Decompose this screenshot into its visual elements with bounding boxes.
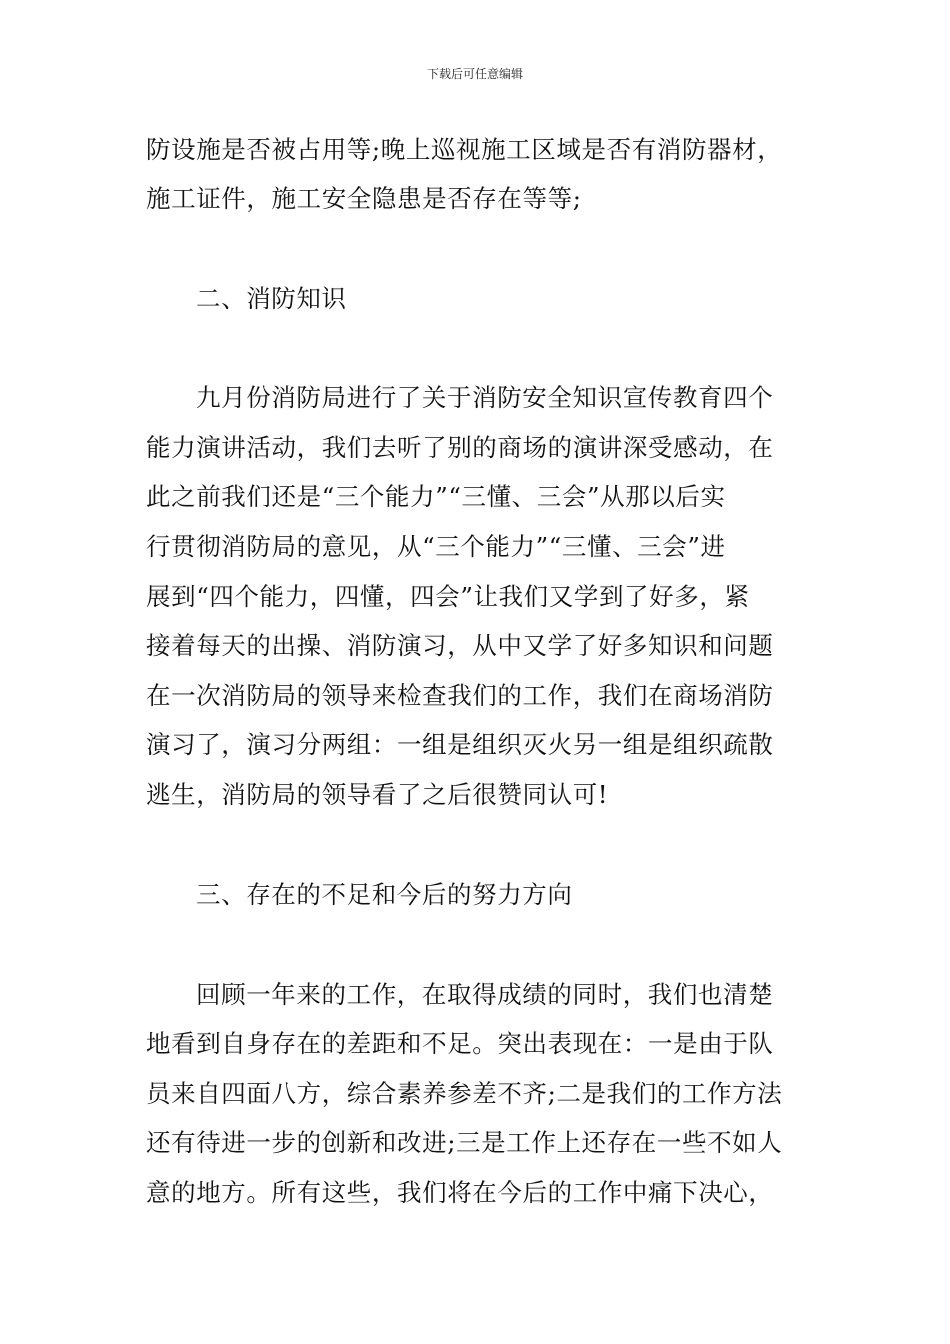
section-heading-shortcomings: 三、存在的不足和今后的努力方向 — [196, 880, 573, 909]
text-line: 地看到自身存在的差距和不足。突出表现在：一是由于队 — [146, 1029, 774, 1058]
text-line: 行贯彻消防局的意见，从“三个能力”“三懂、三会”进 — [146, 532, 726, 561]
text-line: 接着每天的出操、消防演习，从中又学了好多知识和问题 — [146, 631, 774, 660]
section-heading-fire-knowledge: 二、消防知识 — [196, 284, 347, 313]
text-line: 在一次消防局的领导来检查我们的工作，我们在商场消防 — [146, 681, 774, 710]
text-line: 施工证件，施工安全隐患是否存在等等; — [146, 184, 582, 213]
text-line: 九月份消防局进行了关于消防安全知识宣传教育四个 — [196, 383, 774, 412]
text-line: 意的地方。所有这些，我们将在今后的工作中痛下决心， — [146, 1178, 774, 1207]
text-line: 能力演讲活动，我们去听了别的商场的演讲深受感动，在 — [146, 433, 774, 462]
text-line: 演习了，演习分两组：一组是组织灭火另一组是组织疏散 — [146, 730, 774, 759]
text-line: 员来自四面八方，综合素养参差不齐;二是我们的工作方法 — [146, 1079, 783, 1108]
text-line: 展到“四个能力，四懂，四会”让我们又学到了好多，紧 — [146, 582, 750, 611]
text-line: 逃生，消防局的领导看了之后很赞同认可! — [146, 780, 609, 809]
text-line: 防设施是否被占用等;晚上巡视施工区域是否有消防器材， — [146, 135, 783, 164]
text-line: 此之前我们还是“三个能力”“三懂、三会”从那以后实 — [146, 482, 726, 511]
header-note: 下载后可任意编辑 — [426, 67, 523, 81]
text-line: 还有待进一步的创新和改进;三是工作上还存在一些不如人 — [146, 1128, 783, 1157]
text-line: 回顾一年来的工作，在取得成绩的同时，我们也清楚 — [196, 980, 774, 1009]
